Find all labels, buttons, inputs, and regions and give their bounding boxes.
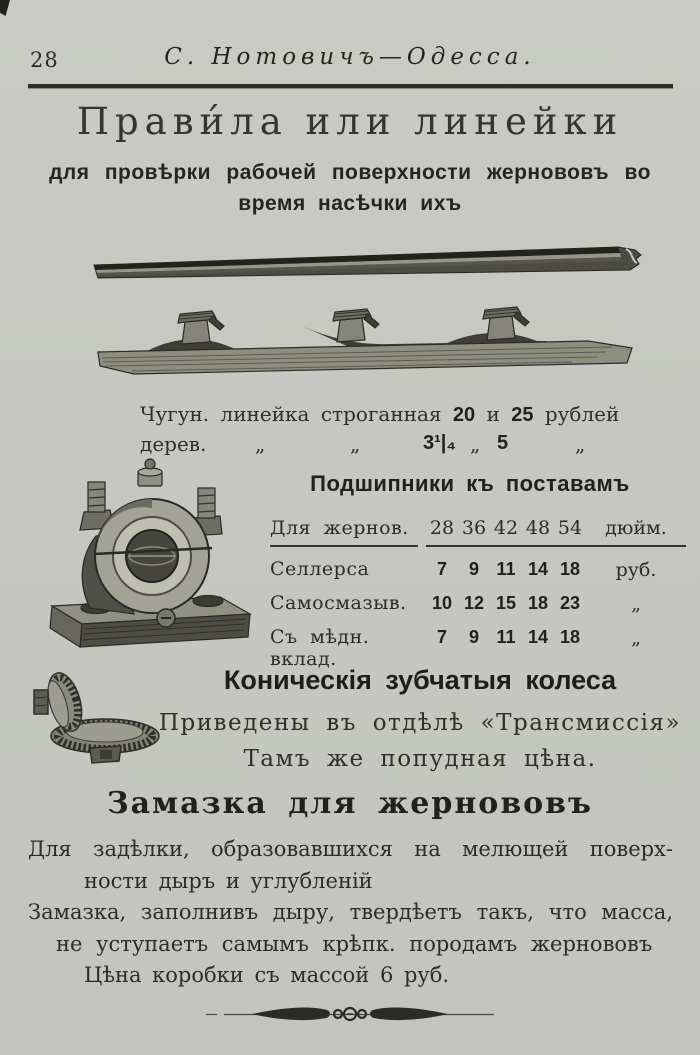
section-title-rulers: Прави́ла или линейки	[76, 100, 624, 143]
ornament-divider	[200, 1000, 500, 1028]
straight-ruler-illustration	[88, 240, 648, 295]
price-unit: рублей	[544, 402, 620, 426]
scan-corner-mark	[0, 0, 10, 16]
price-cell: 9	[468, 627, 479, 647]
size-col: 28	[429, 517, 455, 539]
price-cell: 10	[431, 593, 453, 613]
row-unit: руб.	[615, 559, 657, 581]
price-cell: 14	[527, 627, 549, 647]
rulers-subtitle-line1: для провѣрки рабочей поверхности жернововъ во	[49, 161, 651, 184]
notched-ruler-illustration	[92, 306, 644, 378]
section-title-gears: Коническія зубчатыя колеса	[223, 665, 617, 695]
price-cell: 18	[559, 559, 581, 579]
table-row	[270, 626, 686, 670]
row-label: Самосмазыв.	[270, 592, 407, 614]
price-cell: 18	[527, 593, 549, 613]
page-number: 28	[30, 48, 59, 72]
price-cell: 15	[495, 593, 517, 613]
putty-line: Замазка, заполнивъ дыру, твердѣетъ такъ, что масса,	[28, 900, 673, 924]
putty-line: Для задѣлки, образовавшихся на мелющей поверх-	[28, 837, 673, 861]
price-cell: 11	[496, 559, 516, 579]
size-unit: дюйм.	[605, 517, 667, 539]
table-header-label: Для жернов.	[270, 517, 418, 547]
table-row	[270, 592, 686, 615]
putty-line: ности дыръ и углубленій	[84, 868, 373, 893]
gears-note-line2: Тамъ же попудная цѣна.	[243, 746, 597, 772]
ditto-mark: „	[350, 432, 361, 456]
table-row	[270, 558, 686, 581]
header-rule	[28, 84, 673, 89]
price-conjunction: и	[486, 402, 500, 426]
row-unit: „	[631, 593, 641, 615]
row-unit: „	[631, 627, 641, 649]
size-col: 36	[461, 517, 487, 539]
price-value: 3¹|₄	[423, 432, 456, 454]
ditto-mark: „	[255, 432, 266, 456]
bearing-illustration	[34, 456, 266, 654]
price-cell: 18	[559, 627, 581, 647]
size-col: 42	[493, 517, 519, 539]
putty-line: Цѣна коробки съ массой 6 руб.	[84, 963, 450, 987]
putty-paragraphs	[28, 834, 673, 992]
gears-note-line1: Приведены въ отдѣлѣ «Трансмиссія»	[158, 710, 682, 736]
price-value: 5	[497, 432, 509, 454]
row-label: Съ мѣдн. вклад.	[270, 626, 370, 670]
row-label: Селлерса	[270, 558, 370, 580]
price-item-name: Чугун. линейка строганная	[140, 402, 442, 426]
price-cell: 14	[527, 559, 549, 579]
price-value: 25	[511, 404, 534, 426]
running-head-title: С. Нотовичъ—Одесса.	[164, 44, 536, 70]
bearings-price-table	[270, 517, 686, 670]
price-cell: 7	[436, 627, 447, 647]
price-item-name: дерев.	[140, 432, 207, 456]
price-cell: 12	[463, 593, 485, 613]
price-cell: 11	[496, 627, 516, 647]
price-line-cast-iron	[140, 402, 619, 427]
price-cell: 7	[436, 559, 447, 579]
section-title-bearings: Подшипники къ поставамъ	[310, 471, 630, 496]
putty-line: не уступаетъ самымъ крѣпк. породамъ жернововъ	[56, 931, 653, 956]
table-header-row	[270, 517, 686, 547]
section-title-putty: Замазка для жернововъ	[106, 786, 594, 821]
rulers-subtitle-line2: время насѣчки ихъ	[238, 192, 462, 215]
ditto-mark: „	[470, 432, 481, 456]
ditto-mark: „	[575, 432, 586, 456]
price-cell: 23	[559, 593, 581, 613]
price-cell: 9	[468, 559, 479, 579]
price-value: 20	[452, 404, 476, 426]
size-col: 54	[557, 517, 583, 539]
size-col: 48	[525, 517, 551, 539]
